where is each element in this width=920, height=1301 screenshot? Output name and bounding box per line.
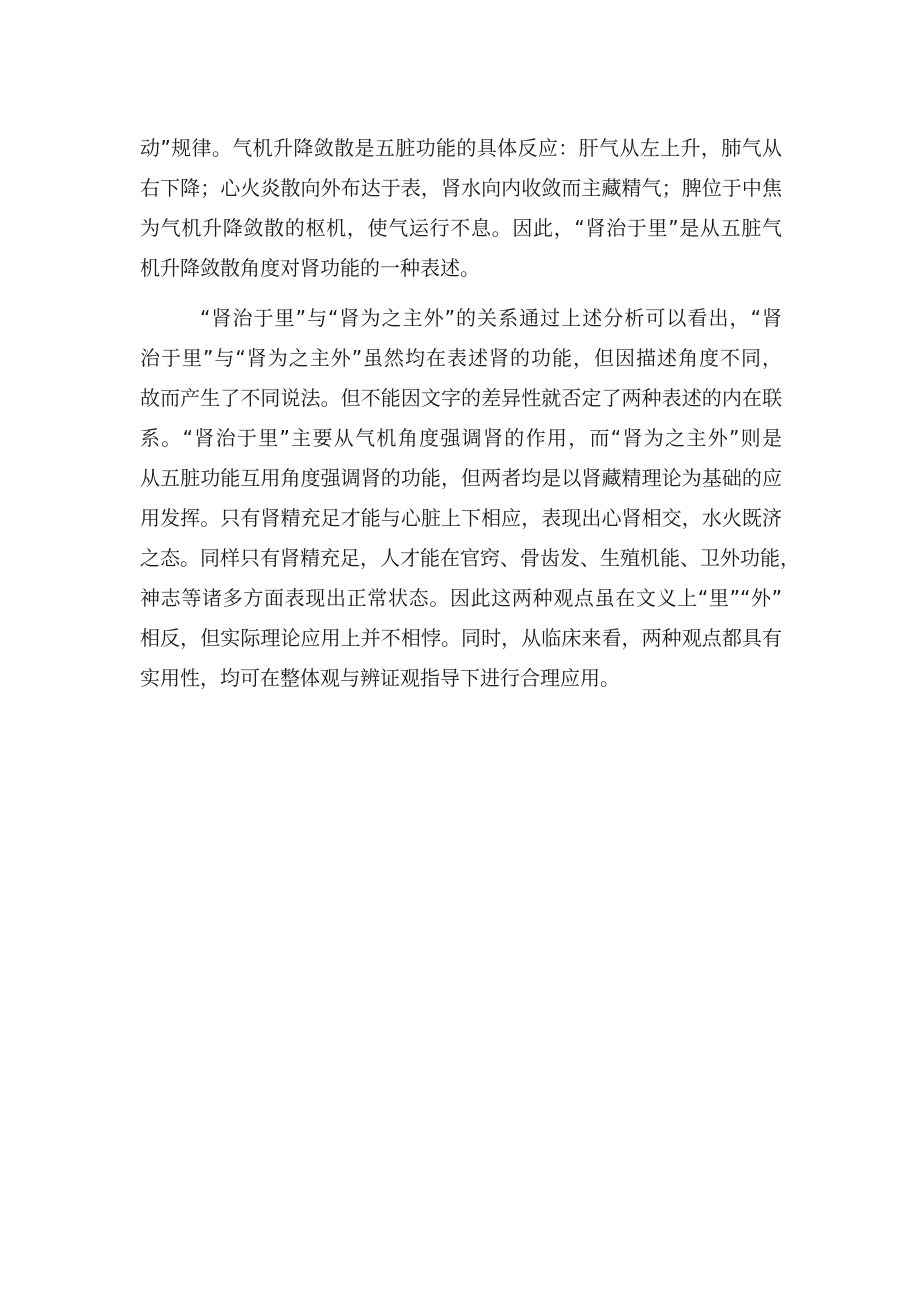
text-line: “肾治于里”与“肾为之主外”的关系通过上述分析可以看出，“肾 bbox=[200, 306, 782, 330]
text-line: 之态。同样只有肾精充足，人才能在官窍、骨齿发、生殖机能、卫外功能， bbox=[140, 546, 800, 570]
text-line: 机升降敛散角度对肾功能的一种表述。 bbox=[140, 256, 480, 280]
text-line: 神志等诸多方面表现出正常状态。因此这两种观点虽在文义上“里”“外” bbox=[140, 586, 782, 610]
text-line: 实用性，均可在整体观与辨证观指导下进行合理应用。 bbox=[140, 666, 620, 690]
paragraph-gap bbox=[140, 288, 782, 298]
text-line: 从五脏功能互用角度强调肾的功能，但两者均是以肾藏精理论为基础的应 bbox=[140, 466, 782, 490]
text-line: 相反，但实际理论应用上并不相悖。同时，从临床来看，两种观点都具有 bbox=[140, 626, 782, 650]
text-line: 治于里”与“肾为之主外”虽然均在表述肾的功能，但因描述角度不同， bbox=[140, 346, 782, 370]
text-line: 右下降；心火炎散向外布达于表，肾水向内收敛而主藏精气；脾位于中焦 bbox=[140, 176, 782, 200]
paragraph-2 bbox=[140, 298, 800, 698]
text-line: 用发挥。只有肾精充足才能与心脏上下相应，表现出心肾相交，水火既济 bbox=[140, 506, 782, 530]
paragraph-1 bbox=[140, 128, 782, 288]
text-line: 故而产生了不同说法。但不能因文字的差异性就否定了两种表述的内在联 bbox=[140, 386, 782, 410]
text-line: 动”规律。气机升降敛散是五脏功能的具体反应：肝气从左上升，肺气从 bbox=[140, 136, 782, 160]
text-line: 系。“肾治于里”主要从气机角度强调肾的作用，而“肾为之主外”则是 bbox=[140, 426, 782, 450]
body-text bbox=[140, 128, 800, 698]
text-line: 为气机升降敛散的枢机，使气运行不息。因此，“肾治于里”是从五脏气 bbox=[140, 216, 782, 240]
